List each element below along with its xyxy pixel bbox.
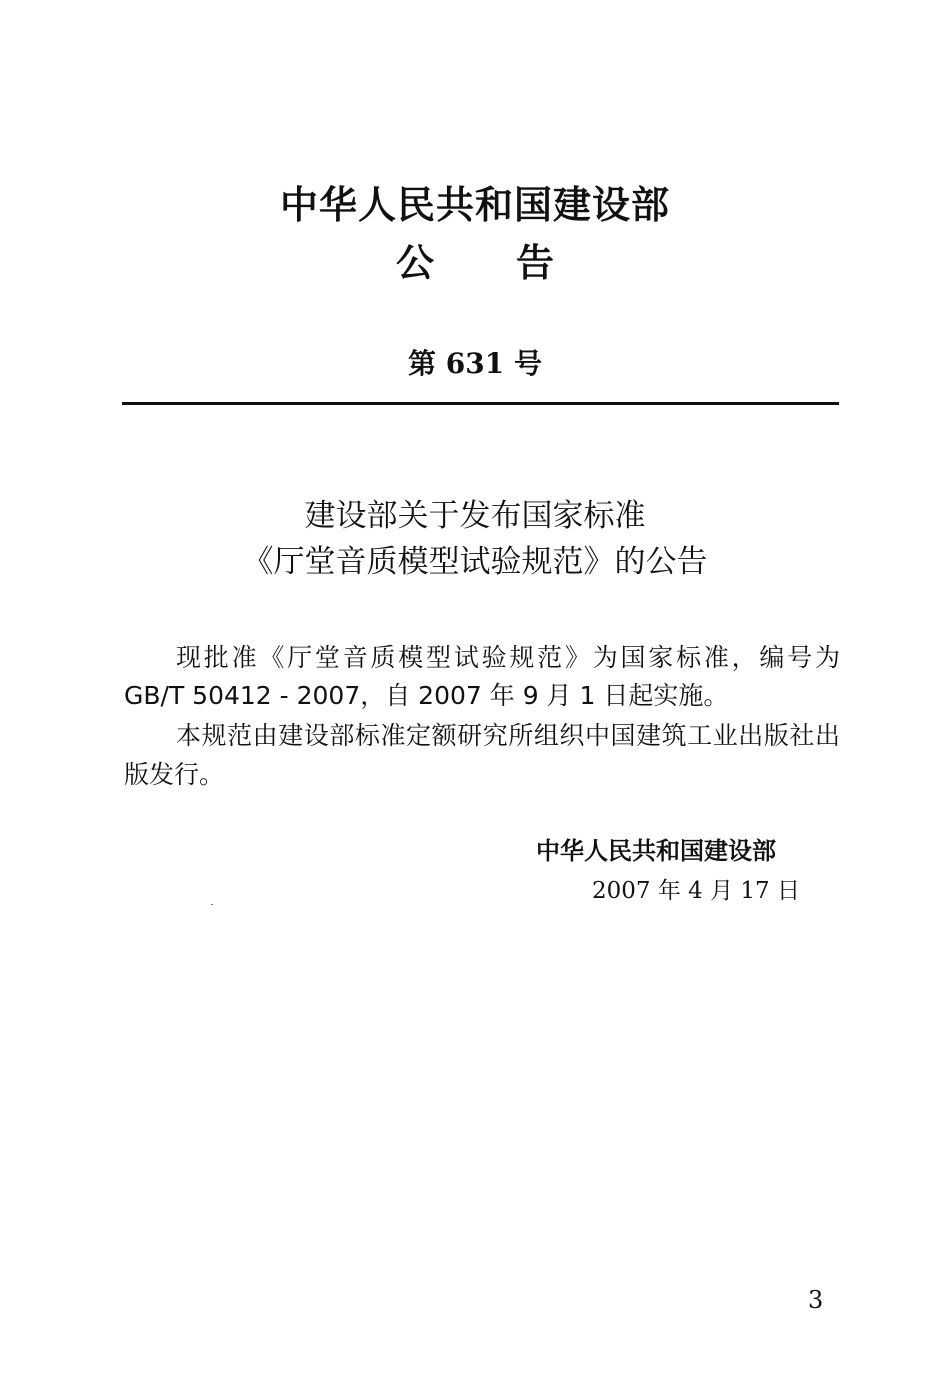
paragraph-2-line-1: 本规范由建设部标准定额研究所组织中国建筑工业出版社出 [176,721,840,750]
notice-number: 第 631 号 [408,347,542,380]
paragraph-1-line-1: 现批准《厅堂音质模型试验规范》为国家标准，编号为 [176,643,840,672]
notice-heading: 公告 [395,241,636,285]
issuer-signature: 中华人民共和国建设部 [536,837,776,865]
paragraph-1-line-2: GB/T 50412 - 2007，自 2007 年 9 月 1 日起实施。 [124,681,729,710]
issue-date: 2007 年 4 月 17 日 [592,878,800,904]
page-number: 3 [808,1286,824,1314]
subject-line-1: 建设部关于发布国家标准 [304,498,646,534]
scan-speck [211,904,213,905]
subject-line-2: 《厅堂音质模型试验规范》的公告 [242,544,708,580]
header-divider [122,402,839,405]
ministry-title: 中华人民共和国建设部 [279,183,670,227]
paragraph-2-line-2: 版发行。 [124,760,225,789]
